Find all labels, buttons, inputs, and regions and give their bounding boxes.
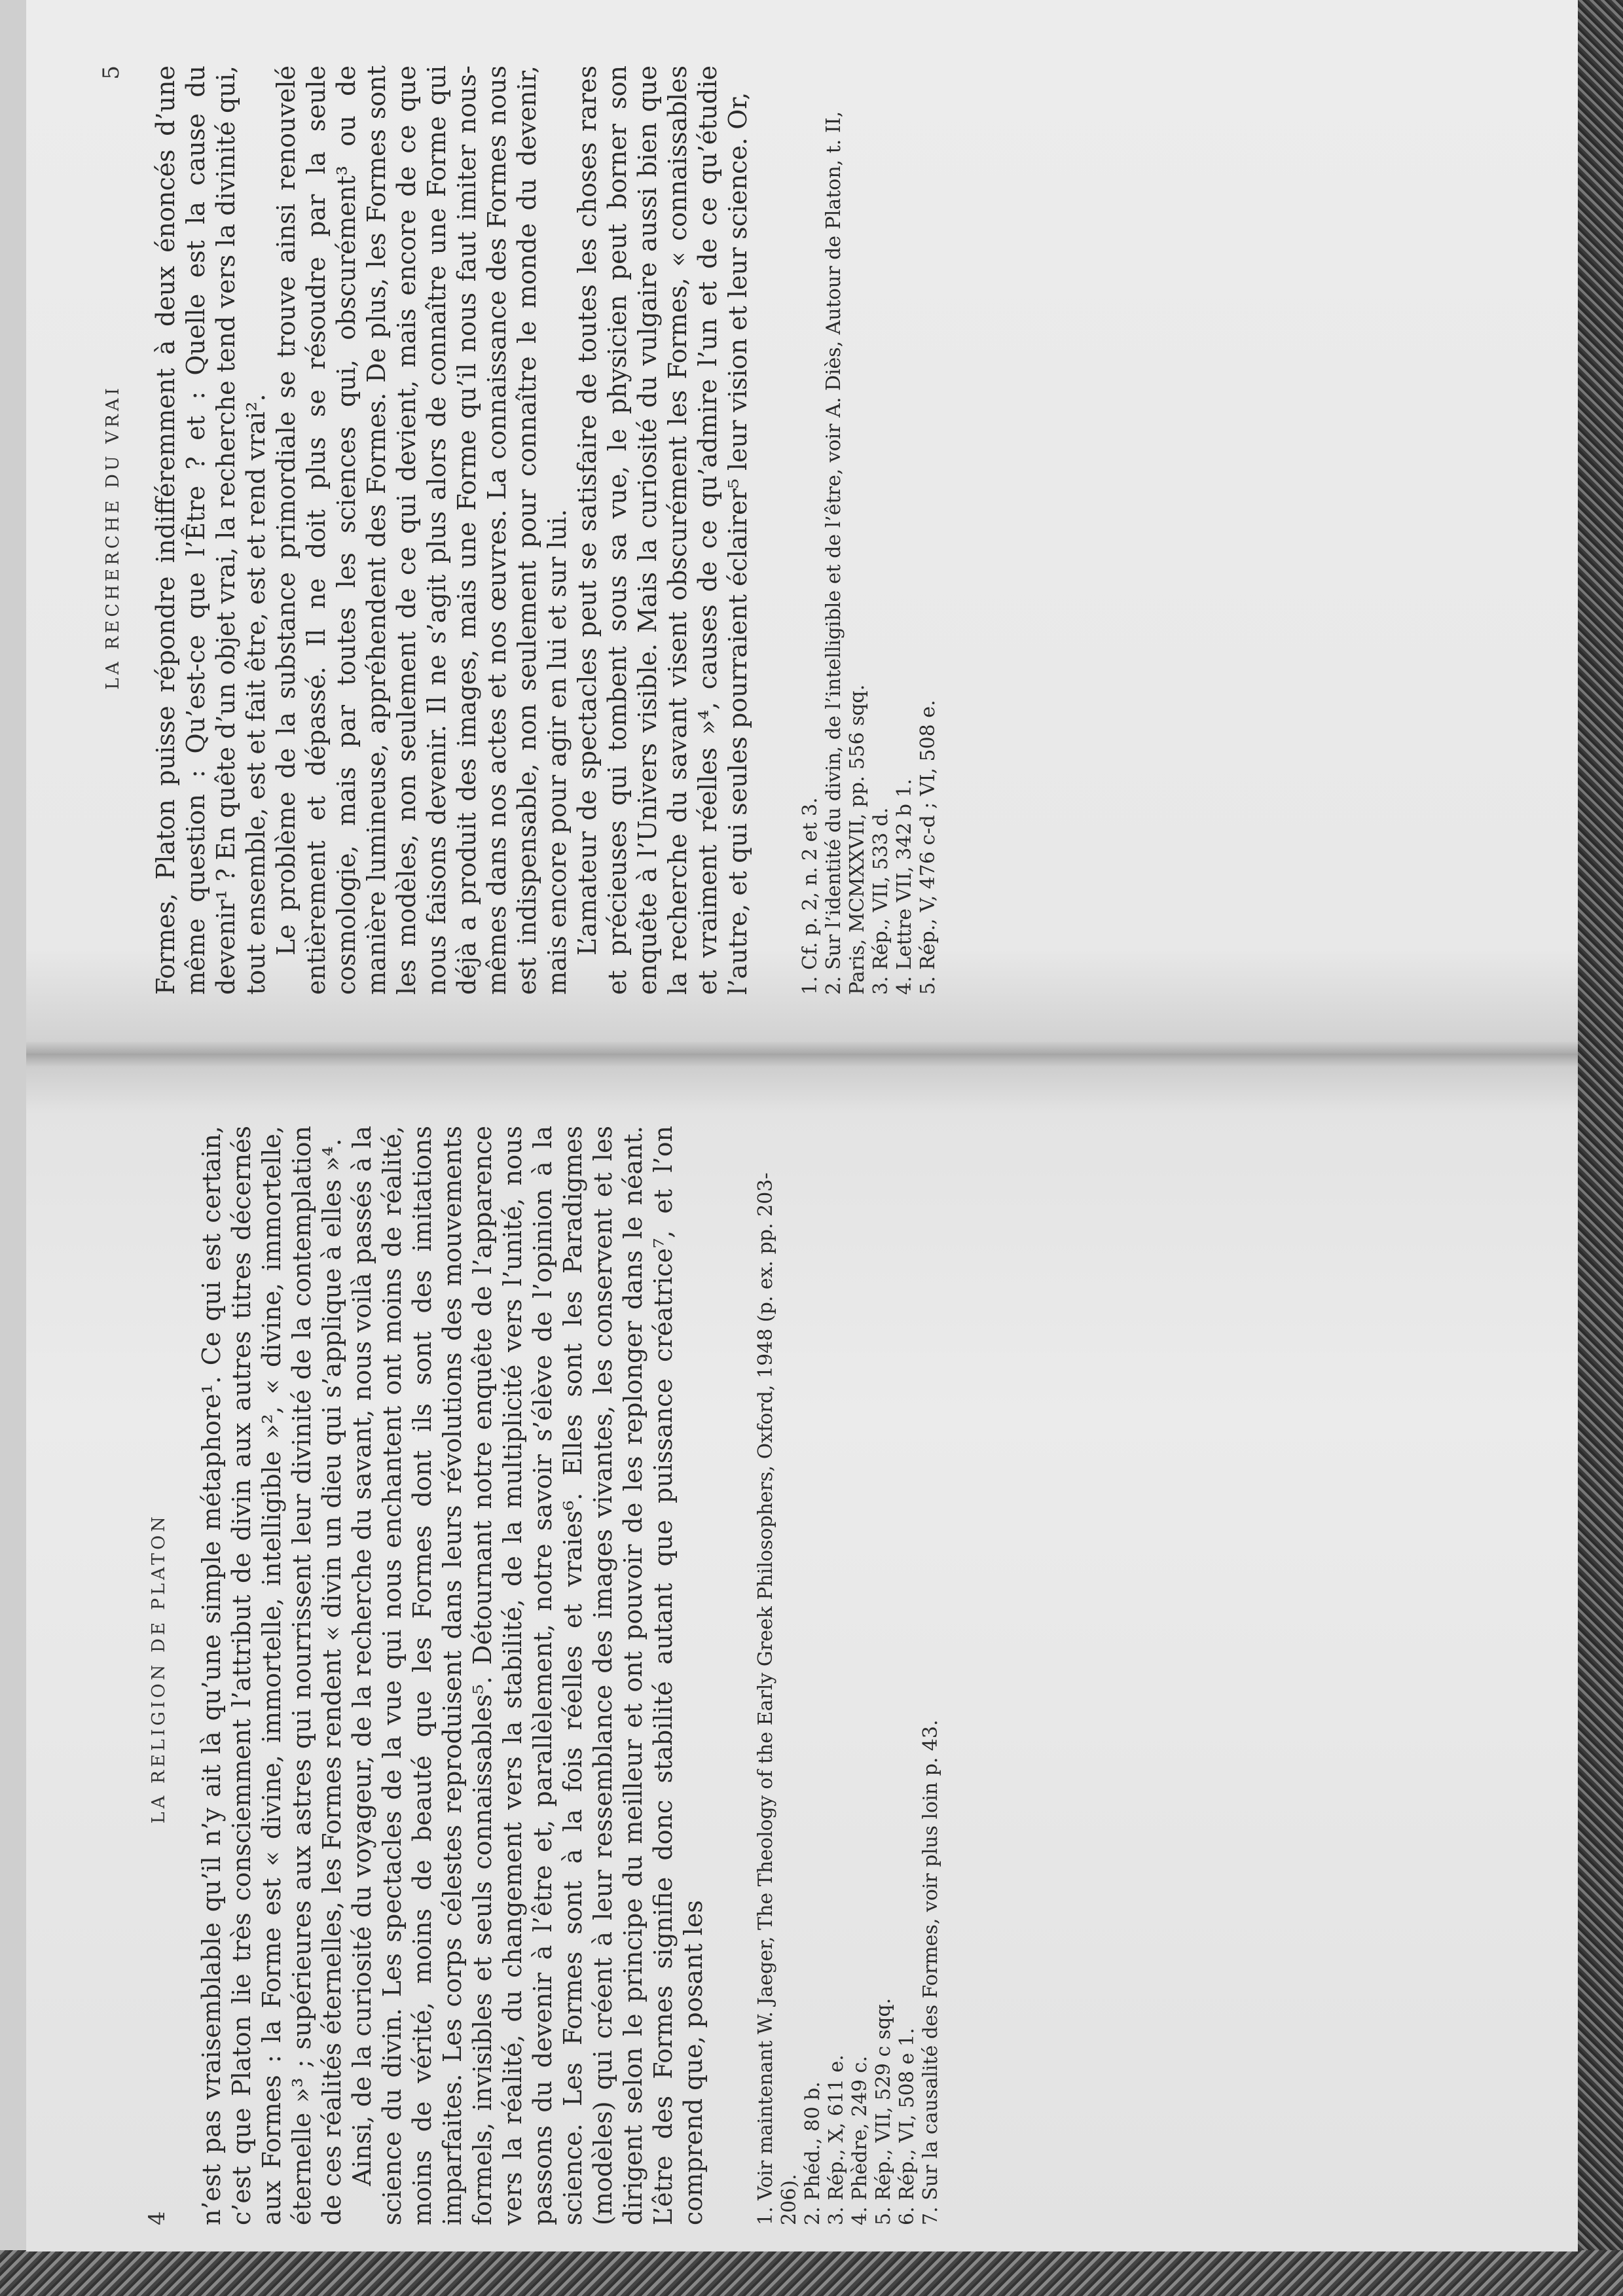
- footnote: 7. Sur la causalité des Formes, voir plus loin p. 43.: [919, 1719, 942, 2225]
- running-head: [98, 65, 124, 995]
- footnote: 3. Rép., VII, 533 d.: [869, 807, 892, 995]
- paragraph: Le problème de la substance primordiale se trouve ainsi renouvelé entièrement et dépassé. Il ne doit plus se résoudre par la seule cosmologie, mais par toutes les sciences qui, obscurément³ ou de manière lumineuse, appréhendent des Formes. De plus, les Formes sont les modèles, non seulement de ce qui devient, mais encore de ce que nous faisons devenir. Il ne s’agit plus alors de connaître une Forme qui déjà a produit des images, mais une Forme qu’il nous faut imiter nous-mêmes dans nos actes et nos œuvres. La connaissance des Formes nous est indispensable, non seulement pour connaître le monde du devenir, mais encore pour agir en lui et sur lui.: [272, 65, 572, 995]
- scanner-background-bottom: [0, 2250, 1623, 2296]
- footnote: 2. Sur l’identité du divin, de l’intelligible et de l’être, voir A. Diès, Autour de Platon, t. II, Paris, MCMXXVII, pp. 556 sqq.: [822, 111, 869, 995]
- body-text: [151, 65, 753, 995]
- footnote: 5. Rép., V, 476 c-d ; VI, 508 e.: [917, 700, 939, 995]
- paragraph: Formes, Platon puisse répondre indifféremment à deux énoncés d’une même question : Qu’est-ce que l’Être ? et : Quelle est la cause du devenir¹ ? En quête d’un objet vrai, la recherche tend vers la divinité qui, tout ensemble, est et fait être, est et rend vrai².: [151, 65, 270, 995]
- right-page: [98, 65, 1264, 995]
- footnote: 2. Phéd., 80 b.: [801, 2081, 824, 2225]
- footnotes: [754, 1126, 943, 2225]
- footnote: 4. Phèdre, 249 c.: [848, 2056, 871, 2225]
- running-head: [144, 1126, 170, 2225]
- body-text: [196, 1126, 708, 2225]
- footnote: 1. Voir maintenant W. Jaeger, The Theology of the Early Greek Philosophers, Oxford, 1948 (p. ex. pp. 203-206).: [754, 1172, 801, 2225]
- footnote: 1. Cf. p. 2, n. 2 et 3.: [799, 797, 822, 995]
- footnote: 3. Rép., X, 611 e.: [825, 2054, 848, 2225]
- paragraph: n’est pas vraisemblable qu’il n’y ait là qu’une simple métaphore¹. Ce qui est certain, c’est que Platon lie très consciemment l’attribut de divin aux autres titres décernés aux Formes : la Forme est « divine, immortelle, intelligible »², « divine, immortelle, éternelle »³ ; supérieures aux astres qui nourrissent leur divinité de la contemplation de ces réalités éternelles, les Formes rendent « divin un dieu qui s’applique à elles »⁴.: [197, 1126, 346, 2225]
- left-page: [144, 1126, 1257, 2225]
- paragraph: Ainsi, de la curiosité du voyageur, de la recherche du savant, nous voilà passés à la science du divin. Les spectacles de la vue qui nous enchantent ont moins de réalité, moins de vérité, moins de beauté que les Formes dont ils sont des imitations imparfaites. Les corps célestes reproduisent dans leurs révolutions des mouvements formels, invisibles et seuls connaissables⁵. Détournant notre enquête de l’apparence vers la réalité, du changement vers la stabilité, de la multiplicité vers l’unité, nous passons du devenir à l’être et, parallèlement, notre savoir s’élève de l’opinion à la science. Les Formes sont à la fois réelles et vraies⁶. Elles sont les Paradigmes (modèles) qui créent à leur ressemblance des images vivantes, les conservent et les dirigent selon le principe du meilleur et ont pouvoir de les replonger dans le néant. L’être des Formes signifie donc stabilité autant que puissance créatrice⁷, et l’on comprend que, posant les: [348, 1126, 708, 2225]
- footnote: 4. Lettre VII, 342 b 1.: [893, 778, 916, 995]
- book-gutter: [26, 1041, 1578, 1067]
- running-head-title: LA RECHERCHE DU VRAI: [103, 384, 123, 690]
- page-number: 5: [98, 65, 124, 80]
- page-number: 4: [144, 2211, 170, 2225]
- paragraph: L’amateur de spectacles peut se satisfaire de toutes les choses rares et précieuses qui tombent sous sa vue, le physicien peut borner son enquête à l’Univers visible. Mais la curiosité du vulgaire aussi bien que la recherche du savant visent obscurément les Formes, « connaissables et vraiment réelles »⁴, causes de ce qu’admire l’un et de ce qu’étudie l’autre, et qui seules pourraient éclairer⁵ leur vision et leur science. Or,: [573, 65, 752, 995]
- running-head-title: LA RELIGION DE PLATON: [149, 1513, 169, 1824]
- footnote: 6. Rép., VI, 508 e 1.: [896, 2028, 919, 2225]
- footnotes: [799, 65, 940, 995]
- footnote: 5. Rép., VII, 529 c sqq.: [872, 1998, 895, 2225]
